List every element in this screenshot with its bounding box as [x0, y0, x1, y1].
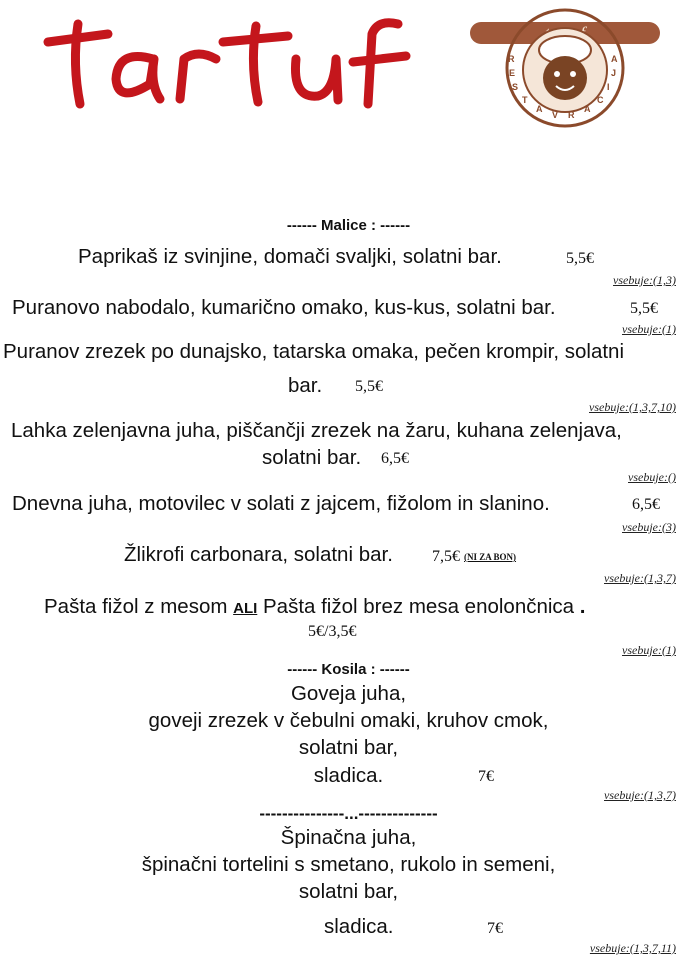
- allergens: vsebuje:(1,3,7): [604, 788, 676, 802]
- svg-text:J: J: [611, 68, 617, 78]
- dish-price: 5,5€: [566, 250, 594, 267]
- allergens: vsebuje:(1): [622, 643, 676, 657]
- dish-name: Žlikrofi carbonara, solatni bar.: [124, 543, 393, 566]
- dish-name: Pašta fižol z mesom ALI Pašta fižol brez mesa enolončnica .: [44, 595, 586, 618]
- allergens: vsebuje:(1,3,7): [604, 571, 676, 585]
- or-label: ALI: [233, 600, 258, 617]
- section-title-malice: ------ Malice : ------: [286, 217, 411, 234]
- menu-line: sladica.: [324, 915, 394, 938]
- not-for-voucher-note: (NI ZA BON): [464, 552, 517, 562]
- svg-text:S: S: [512, 82, 519, 92]
- menu-line: solatni bar,: [298, 880, 399, 903]
- allergens: vsebuje:(1,3,7,11): [589, 941, 676, 955]
- menu-line: solatni bar,: [298, 736, 399, 759]
- allergens: vsebuje:(3): [622, 520, 676, 534]
- menu-line: špinačni tortelini s smetano, rukolo in semeni,: [141, 853, 556, 876]
- dish-price: 5€/3,5€: [308, 623, 357, 640]
- dish-name: Paprikaš iz svinjine, domači svaljki, solatni bar.: [78, 245, 502, 268]
- allergens: vsebuje:(1): [622, 322, 676, 336]
- svg-text:T: T: [522, 95, 528, 105]
- svg-text:V: V: [552, 110, 559, 120]
- dish-price: 5,5€: [630, 300, 658, 317]
- dish-name-continued: solatni bar.: [262, 446, 362, 469]
- menu-price: 7€: [487, 920, 503, 937]
- menu-line: sladica.: [313, 764, 384, 787]
- svg-text:A: A: [584, 104, 591, 114]
- menu-line: Goveja juha,: [290, 682, 407, 705]
- dish-name-continued: bar.: [288, 374, 323, 397]
- dish-price: 7,5€ (NI ZA BON): [432, 548, 517, 565]
- svg-text:E: E: [509, 68, 516, 78]
- dish-name: Puranovo nabodalo, kumarično omako, kus-kus, solatni bar.: [12, 296, 556, 319]
- restaurant-stamp-logo: [464, 0, 664, 130]
- dish-name: Lahka zelenjavna juha, piščančji zrezek na žaru, kuhana zelenjava,: [11, 419, 622, 442]
- menu-line: Špinačna juha,: [280, 826, 417, 849]
- dish-name: Dnevna juha, motovilec v solati z jajcem, fižolom in slanino.: [12, 492, 550, 515]
- section-title-kosila: ------ Kosila : ------: [287, 661, 410, 678]
- menu-price: 7€: [478, 768, 494, 785]
- tartuf-logo: [38, 4, 418, 114]
- svg-text:I: I: [607, 82, 610, 92]
- dish-price: 6,5€: [632, 496, 660, 513]
- menu-separator: ---------------...--------------: [259, 804, 438, 823]
- allergens: vsebuje:(): [628, 470, 676, 484]
- menu-line: goveji zrezek v čebulni omaki, kruhov cmok,: [148, 709, 549, 732]
- svg-text:A: A: [611, 54, 618, 64]
- dish-name: Puranov zrezek po dunajsko, tatarska omaka, pečen krompir, solatni: [3, 340, 625, 363]
- svg-text:A: A: [536, 104, 543, 114]
- svg-text:R: R: [508, 54, 515, 64]
- svg-text:C: C: [597, 95, 604, 105]
- allergens: vsebuje:(1,3): [613, 273, 676, 287]
- svg-text:R: R: [568, 110, 575, 120]
- dish-price: 6,5€: [381, 450, 409, 467]
- allergens: vsebuje:(1,3,7,10): [589, 400, 676, 414]
- dish-price: 5,5€: [355, 378, 383, 395]
